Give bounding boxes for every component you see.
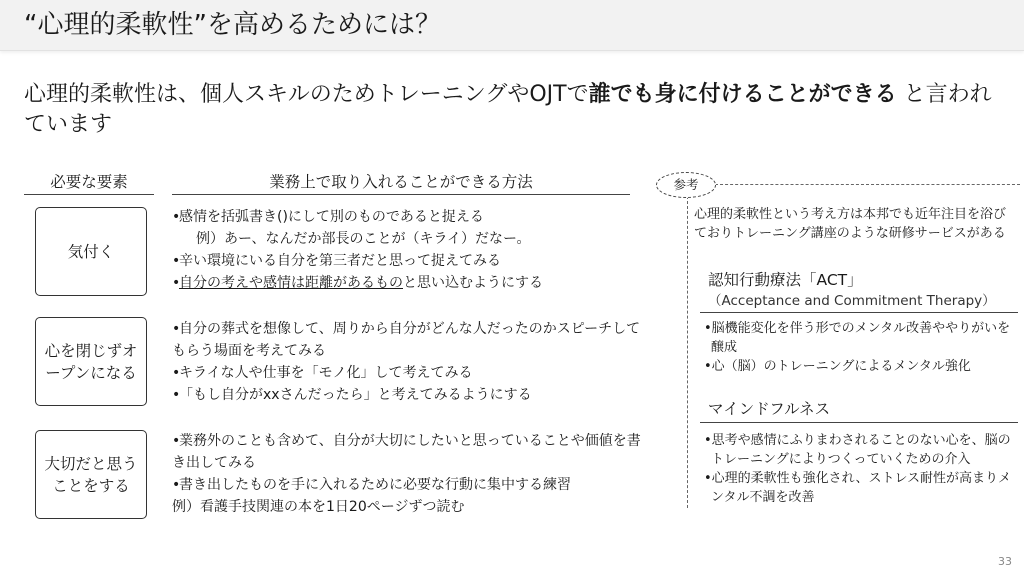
underlined-phrase: 自分の考えや感情は距離があるもの xyxy=(179,275,403,291)
list-item: •辛い環境にいる自分を第三者だと思って捉えてみる xyxy=(172,253,501,269)
act-heading: 認知行動療法「ACT」 xyxy=(708,271,863,289)
list-item: •キライな人や仕事を「モノ化」して考えてみる xyxy=(172,365,473,381)
element-box-values: 大切だと思うことをする xyxy=(35,430,147,519)
act-rule xyxy=(700,312,1018,313)
list-item: •心理的柔軟性も強化され、ストレス耐性が高まりメンタル不調を改善 xyxy=(704,471,1012,505)
list-item: •感情を括弧書き()にして別のものであると捉える xyxy=(172,209,484,225)
reference-intro: 心理的柔軟性という考え方は本邦でも近年注目を浴びておりトレーニング講座のような研修サービスがある xyxy=(694,207,1007,241)
method-list-open-mind xyxy=(172,318,642,406)
element-box-notice: 気付く xyxy=(35,207,147,296)
mindfulness-rule xyxy=(700,422,1018,423)
element-box-open-mind: 心を閉じずオープンになる xyxy=(35,317,147,406)
act-list xyxy=(704,319,1014,376)
lead-text-after: と言われています xyxy=(24,82,992,137)
list-item: •思考や感情にふりまわされることのない心を、脳のトレーニングによりつくっていくための介入 xyxy=(704,433,1011,467)
reference-divider xyxy=(687,186,688,508)
list-item: •「もし自分がxxさんだったら」と考えてみるようにする xyxy=(172,387,532,403)
act-subheading: （Acceptance and Commitment Therapy） xyxy=(708,293,996,309)
column-header-methods: 業務上で取り入れることができる方法 xyxy=(172,172,630,195)
lead-emphasis: 誰でも身に付けることができる xyxy=(588,82,897,107)
list-item-example: 例）あー、なんだか部長のことが（キライ）だなー。 xyxy=(196,231,531,247)
mindfulness-heading: マインドフルネス xyxy=(708,400,831,418)
page-title: “心理的柔軟性”を高めるためには？ xyxy=(24,10,441,40)
list-item: •心（脳）のトレーニングによるメンタル強化 xyxy=(704,359,971,374)
reference-tag: 参考 xyxy=(656,172,716,198)
method-list-values xyxy=(172,430,642,518)
page-number: 33 xyxy=(998,555,1012,568)
list-item: •書き出したものを手に入れるために必要な行動に集中する練習 xyxy=(172,477,571,493)
lead-statement xyxy=(24,80,1004,140)
reference-top-border xyxy=(715,184,1020,185)
mindfulness-list xyxy=(704,431,1014,507)
column-header-elements: 必要な要素 xyxy=(24,172,154,195)
list-item: •業務外のことも含めて、自分が大切にしたいと思っていることや価値を書き出してみる xyxy=(172,433,641,471)
lead-text-before: 心理的柔軟性は、個人スキルのためトレーニングやOJTで xyxy=(24,82,589,107)
list-item-example: 例）看護手技関連の本を1日20ページずつ読む xyxy=(172,499,465,515)
list-item: •自分の考えや感情は距離があるものと思い込むようにする xyxy=(172,275,543,291)
method-list-notice xyxy=(172,206,642,294)
list-item: •脳機能変化を伴う形でのメンタル改善ややりがいを醸成 xyxy=(704,321,1011,355)
list-item: •自分の葬式を想像して、周りから自分がどんな人だったのかスピーチしてもらう場面を考えてみる xyxy=(172,321,641,359)
